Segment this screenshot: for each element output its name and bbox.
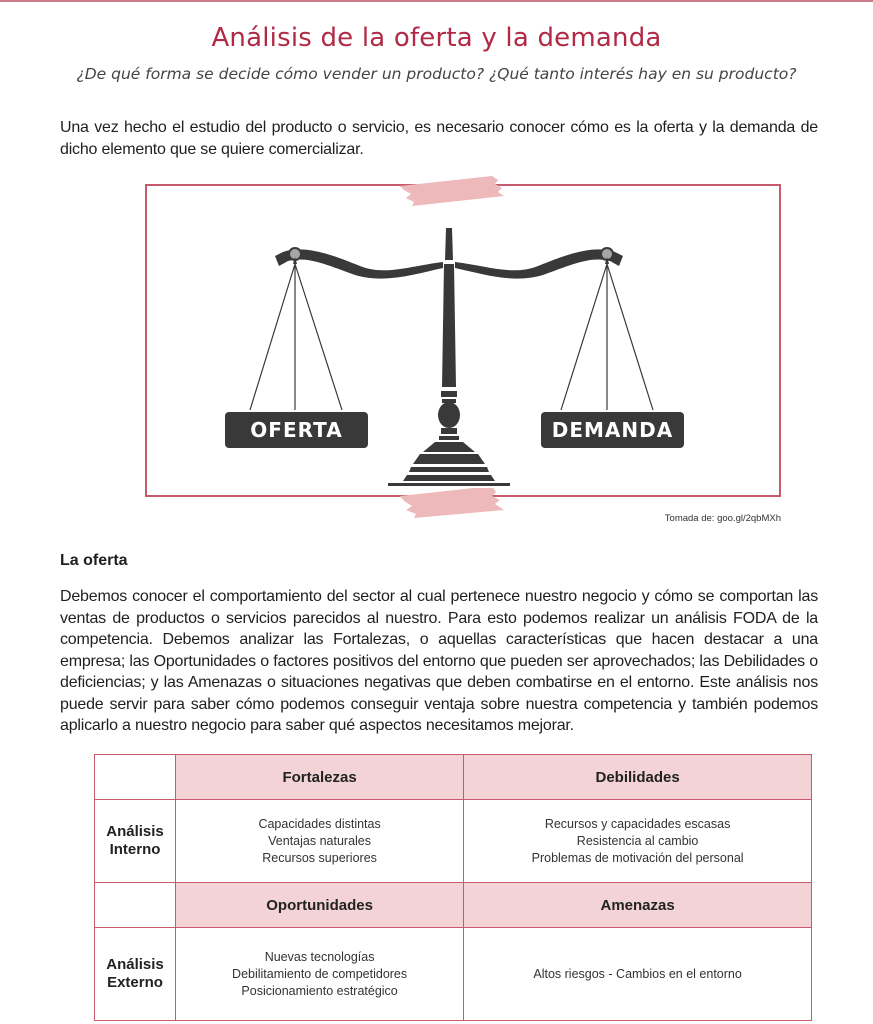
list-item: Altos riesgos - Cambios en el entorno xyxy=(533,966,742,981)
empty-corner-cell xyxy=(95,883,176,928)
image-credit: Tomada de: goo.gl/2qbMXh xyxy=(664,513,781,524)
balance-scale-icon xyxy=(145,184,781,497)
header-fortalezas: Fortalezas xyxy=(176,755,464,800)
cell-fortalezas xyxy=(176,800,464,883)
tape-top-decoration xyxy=(400,176,525,210)
list-item: Ventajas naturales xyxy=(268,833,372,848)
list-item: Debilitamiento de competidores xyxy=(232,966,408,981)
internal-header-row xyxy=(95,755,812,800)
row-label-line: Externo xyxy=(107,974,163,991)
scale-foot xyxy=(388,483,510,486)
list-item: Posicionamiento estratégico xyxy=(241,983,398,998)
intro-paragraph: Una vez hecho el estudio del producto o servicio, es necesario conocer cómo es la oferta y la demanda de dicho elemento que se quiere comercializar. xyxy=(60,119,818,158)
cell-debilidades xyxy=(464,800,812,883)
scale-knob xyxy=(438,402,460,428)
header-amenazas: Amenazas xyxy=(464,883,812,928)
page-title: Análisis de la oferta y la demanda xyxy=(211,23,662,53)
oferta-sign: OFERTA xyxy=(225,412,368,448)
empty-corner-cell xyxy=(95,755,176,800)
internal-content-row xyxy=(95,800,812,883)
demanda-sign: DEMANDA xyxy=(541,412,684,448)
list-item: Resistencia al cambio xyxy=(576,833,699,848)
list-item: Problemas de motivación del personal xyxy=(531,850,744,865)
header-oportunidades: Oportunidades xyxy=(176,883,464,928)
list-item: Nuevas tecnologías xyxy=(264,949,375,964)
row-label-line: Análisis xyxy=(106,956,164,973)
header-debilidades: Debilidades xyxy=(464,755,812,800)
page-subtitle: ¿De qué forma se decide cómo vender un producto? ¿Qué tanto interés hay en su producto? xyxy=(76,65,797,83)
row-label-internal xyxy=(95,800,176,883)
tape-bottom-decoration xyxy=(400,488,525,522)
cell-oportunidades xyxy=(176,928,464,1021)
section-title: La oferta xyxy=(60,552,128,569)
scale-base xyxy=(423,442,475,452)
scale-pole xyxy=(442,264,456,387)
list-item: Capacidades distintas xyxy=(258,816,381,831)
list-item: Recursos y capacidades escasas xyxy=(544,816,731,831)
scale-collar xyxy=(441,391,457,397)
strings-right xyxy=(561,264,653,410)
row-label-line: Interno xyxy=(109,841,161,858)
top-rule xyxy=(0,0,873,2)
cell-amenazas xyxy=(464,928,812,1021)
row-label-line: Análisis xyxy=(106,823,164,840)
scale-beam-right xyxy=(455,249,623,278)
scale-pole-top xyxy=(445,228,453,260)
strings-left xyxy=(250,264,342,410)
row-label-external xyxy=(95,928,176,1021)
foda-table xyxy=(94,754,812,1021)
list-item: Recursos superiores xyxy=(262,850,377,865)
oferta-paragraph: Debemos conocer el comportamiento del sector al cual pertenece nuestro negocio y cómo se comportan las ventas de productos o servicios parecidos al nuestro. Para esto podemos realizar un análisis FODA de la competencia. Debemos analizar las Fortalezas, o aquellas características que hacen destacar a una empresa; las Oportunidades o factores positivos del entorno que pueden ser aprovechados; las Debilidades o deficiencias; y las Amenazas o situaciones negativas que deben combatirse en el entorno. Este análisis nos puede servir para saber cómo podemos conseguir ventaja sobre nuestra competencia y también podemos aplicarlo a nuestro negocio para saber qué aspectos necesitamos mejorar. xyxy=(60,588,818,734)
external-content-row xyxy=(95,928,812,1021)
external-header-row xyxy=(95,883,812,928)
